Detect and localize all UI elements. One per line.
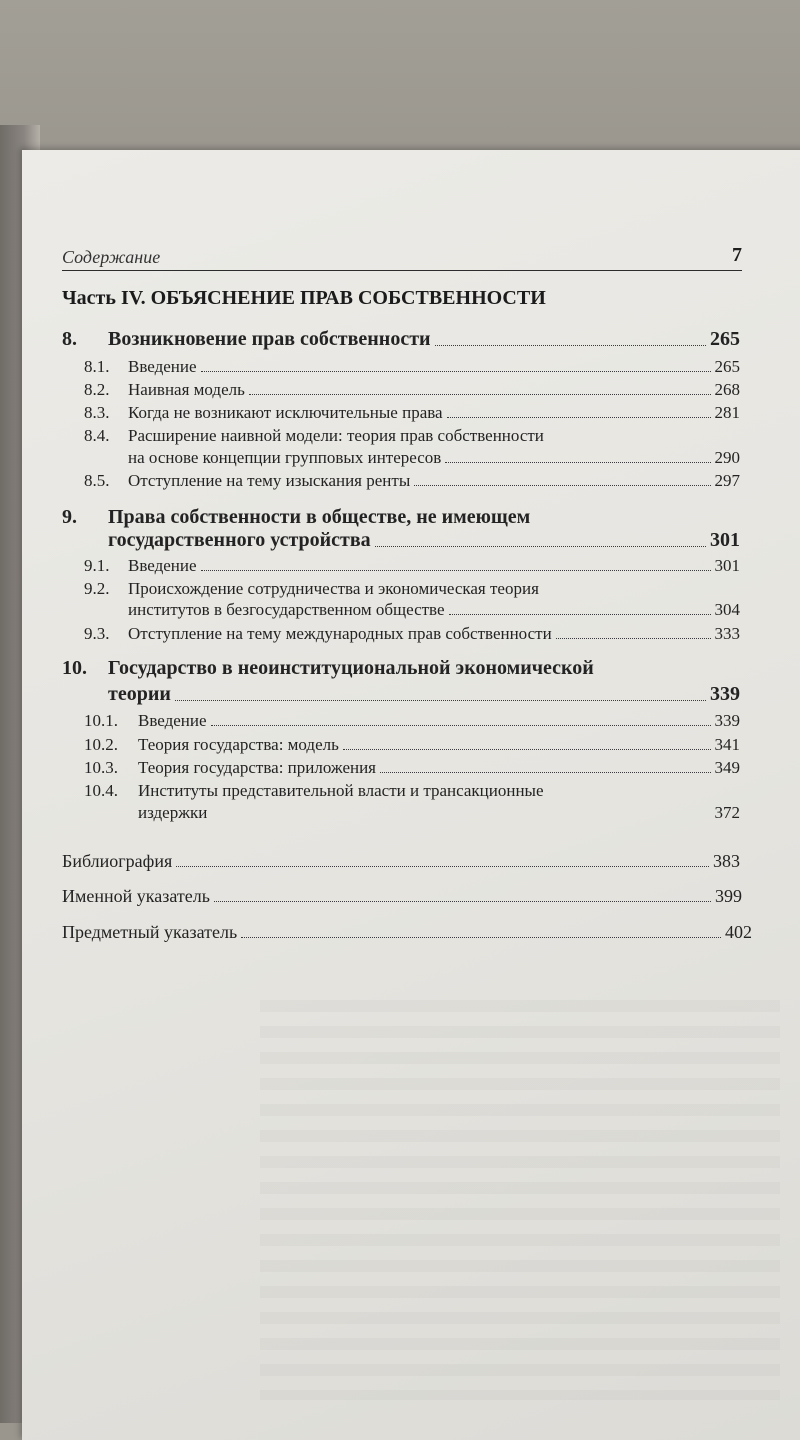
section-title: Отступление на тему международных прав собственности [128, 624, 552, 643]
page-ref: 304 [714, 600, 740, 619]
toc-subject-index [62, 922, 752, 943]
toc-name-index [62, 886, 742, 907]
page-ref: 301 [710, 529, 740, 551]
section-number: 10.3. [84, 758, 118, 777]
page-ref: 265 [710, 328, 740, 350]
toc-section-8-1 [84, 357, 740, 377]
leader-dots [447, 416, 711, 418]
toc-section-8-2 [84, 380, 740, 400]
section-number: 9.2. [84, 579, 110, 598]
running-header [62, 240, 742, 271]
page-ref: 341 [714, 735, 740, 754]
chapter-title-continued: теории [108, 683, 171, 705]
page-ref: 281 [714, 403, 740, 422]
toc-chapter-8 [62, 328, 740, 351]
chapter-title-continued: государственного устройства [108, 529, 371, 551]
page-ref: 399 [715, 886, 742, 906]
section-number: 8.4. [84, 426, 110, 445]
leader-dots [249, 393, 711, 395]
section-title: Теория государства: модель [138, 735, 339, 754]
leader-dots [214, 900, 711, 902]
section-number: 8.5. [84, 471, 110, 490]
toc-section-10-4-line1 [84, 781, 544, 801]
chapter-number: 10. [62, 657, 87, 679]
toc-section-10-2 [84, 735, 740, 755]
chapter-number: 9. [62, 506, 77, 528]
section-number: 9.3. [84, 624, 110, 643]
page-ref: 265 [714, 357, 740, 376]
leader-dots [241, 936, 721, 938]
page-ref: 339 [710, 683, 740, 705]
section-title: Теория государства: приложения [138, 758, 376, 777]
toc-chapter-10-line1 [62, 657, 594, 680]
section-number: 10.2. [84, 735, 118, 754]
section-number: 10.4. [84, 781, 118, 800]
page-ref: 372 [714, 803, 740, 822]
section-number: 8.1. [84, 357, 110, 376]
toc-section-9-2-line1 [84, 579, 539, 599]
section-title: Наивная модель [128, 380, 245, 399]
section-title-continued: издержки [138, 803, 208, 822]
section-title: Введение [128, 556, 197, 575]
toc-section-9-3 [84, 624, 740, 644]
toc-section-8-3 [84, 403, 740, 423]
chapter-title: Государство в неоинституциональной экономической [108, 657, 594, 679]
leader-dots [201, 569, 711, 571]
chapter-title: Права собственности в обществе, не имеющем [108, 506, 531, 528]
section-title: Введение [138, 711, 207, 730]
leader-dots [343, 748, 711, 750]
toc-section-9-2-line2 [128, 600, 740, 620]
toc-section-10-4-line2 [138, 803, 740, 823]
section-number: 8.2. [84, 380, 110, 399]
page-ref: 383 [713, 851, 740, 871]
page-ref: 297 [714, 471, 740, 490]
section-title-continued: на основе концепции групповых интересов [128, 448, 442, 467]
section-title: Когда не возникают исключительные права [128, 403, 443, 422]
page-ref: 290 [714, 448, 740, 467]
toc-section-8-4-line1 [84, 426, 544, 446]
part-title: Часть IV. ОБЪЯСНЕНИЕ ПРАВ СОБСТВЕННОСТИ [62, 287, 546, 309]
section-title: Отступление на тему изыскания ренты [128, 471, 411, 490]
table-surface [0, 0, 800, 160]
section-title: Введение [128, 357, 197, 376]
page-ref: 301 [714, 556, 740, 575]
section-title: Расширение наивной модели: теория прав собственности [128, 426, 544, 445]
leader-dots [414, 484, 710, 486]
page-ref: 268 [714, 380, 740, 399]
toc-chapter-10-line2 [108, 683, 740, 706]
show-through-text [260, 1000, 780, 1400]
toc-bibliography [62, 851, 740, 872]
running-header-title: Содержание [62, 247, 161, 267]
toc-chapter-9-line1 [62, 506, 530, 529]
section-number: 10.1. [84, 711, 118, 730]
toc-section-8-4-line2 [128, 448, 740, 468]
page-number: 7 [732, 244, 742, 266]
page-ref: 339 [714, 711, 740, 730]
leader-space [211, 816, 710, 818]
leader-dots [211, 724, 711, 726]
leader-dots [175, 699, 706, 701]
leader-dots [375, 545, 706, 547]
back-matter-title: Библиография [62, 851, 173, 871]
section-title: Институты представительной власти и трансакционные [138, 781, 544, 800]
toc-section-9-1 [84, 556, 740, 576]
page-ref: 333 [714, 624, 740, 643]
leader-dots [435, 344, 706, 346]
page-ref: 402 [725, 922, 752, 942]
leader-dots [445, 461, 710, 463]
back-matter-title: Именной указатель [62, 886, 210, 906]
toc-section-8-5 [84, 471, 740, 491]
section-title-continued: институтов в безгосударственном обществе [128, 600, 445, 619]
toc-chapter-9-line2 [108, 529, 740, 552]
leader-dots [201, 370, 711, 372]
leader-dots [449, 613, 711, 615]
leader-dots [176, 865, 709, 867]
leader-dots [556, 637, 711, 639]
section-title: Происхождение сотрудничества и экономическая теория [128, 579, 539, 598]
page-ref: 349 [714, 758, 740, 777]
toc-section-10-1 [84, 711, 740, 731]
section-number: 8.3. [84, 403, 110, 422]
back-matter-title: Предметный указатель [62, 922, 238, 942]
chapter-title: Возникновение прав собственности [108, 328, 431, 350]
toc-section-10-3 [84, 758, 740, 778]
chapter-number: 8. [62, 328, 77, 350]
leader-dots [380, 771, 711, 773]
section-number: 9.1. [84, 556, 110, 575]
